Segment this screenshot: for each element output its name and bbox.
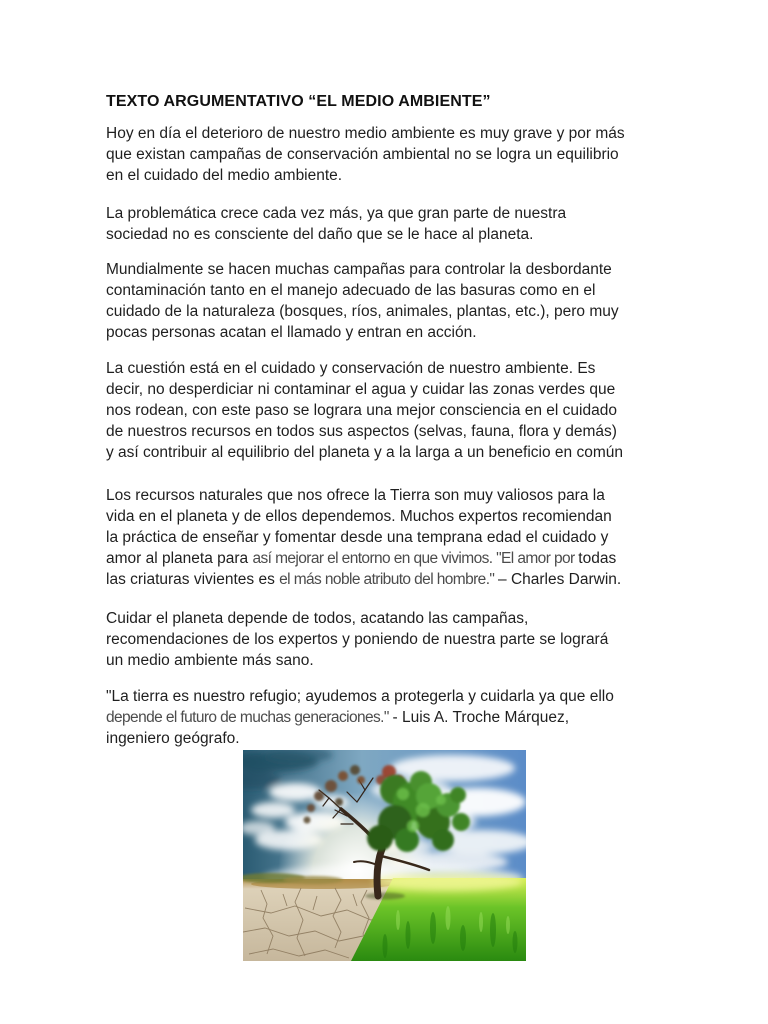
paragraph xyxy=(106,259,628,343)
text-segment: "La tierra es nuestro refugio; ayudemos a protegerla y cuidarla ya que ello xyxy=(106,688,614,705)
text-segment: todas las criaturas vivientes es xyxy=(106,550,617,588)
paragraph xyxy=(106,358,628,463)
paragraph xyxy=(106,608,628,671)
ground xyxy=(243,873,526,961)
text-segment: depende el futuro de muchas generaciones." xyxy=(106,709,393,726)
document-content xyxy=(106,91,628,749)
text-segment: Mundialmente se hacen muchas campañas para controlar la desbordante contaminación tanto en el manejo adecuado de las basuras como en el cuidado de la naturaleza (bosques, ríos, animales, plantas, etc.), pero muy pocas personas acatan el llamado y entran en acción. xyxy=(106,261,619,341)
text-segment: el más noble atributo del hombre." xyxy=(279,571,499,588)
paragraph xyxy=(106,485,628,590)
text-segment: La problemática crece cada vez más, ya que gran parte de nuestra sociedad no es consciente del daño que se le hace al planeta. xyxy=(106,205,567,243)
environment-image xyxy=(243,750,526,961)
environment-figure xyxy=(243,750,526,961)
page-title: TEXTO ARGUMENTATIVO “EL MEDIO AMBIENTE” xyxy=(106,93,491,110)
text-segment: – Charles Darwin. xyxy=(498,571,622,588)
paragraph xyxy=(106,203,628,245)
text-segment: Los recursos naturales que nos ofrece la Tierra son muy valiosos para la vida en el planeta y de ellos dependemos. Muchos expertos recomiendan la práctica de enseñar y fomentar desde una temprana edad el cuidado y amor al planeta para xyxy=(106,487,612,567)
text-segment: La cuestión está en el cuidado y conservación de nuestro ambiente. Es decir, no desperdiciar ni contaminar el agua y cuidar las zonas verdes que nos rodean, con este paso se lograra una mejor consciencia en el cuidado de nuestros recursos en todos sus aspectos (selvas, fauna, flora y demás) y así contribuir al equilibrio del planeta y a la larga a un beneficio en común xyxy=(106,360,623,461)
text-segment: - Luis A. Troche Márquez, ingeniero geógrafo. xyxy=(106,709,570,747)
text-segment: Hoy en día el deterioro de nuestro medio ambiente es muy grave y por más que existan campañas de conservación ambiental no se logra un equilibrio en el cuidado del medio ambiente. xyxy=(106,125,625,184)
text-segment: así mejorar el entorno en que vivimos. "El amor por xyxy=(252,550,579,567)
paragraph xyxy=(106,123,628,186)
paragraph xyxy=(106,686,628,749)
text-segment: Cuidar el planeta depende de todos, acatando las campañas, recomendaciones de los expertos y poniendo de nuestra parte se logrará un medio ambiente más sano. xyxy=(106,610,609,669)
